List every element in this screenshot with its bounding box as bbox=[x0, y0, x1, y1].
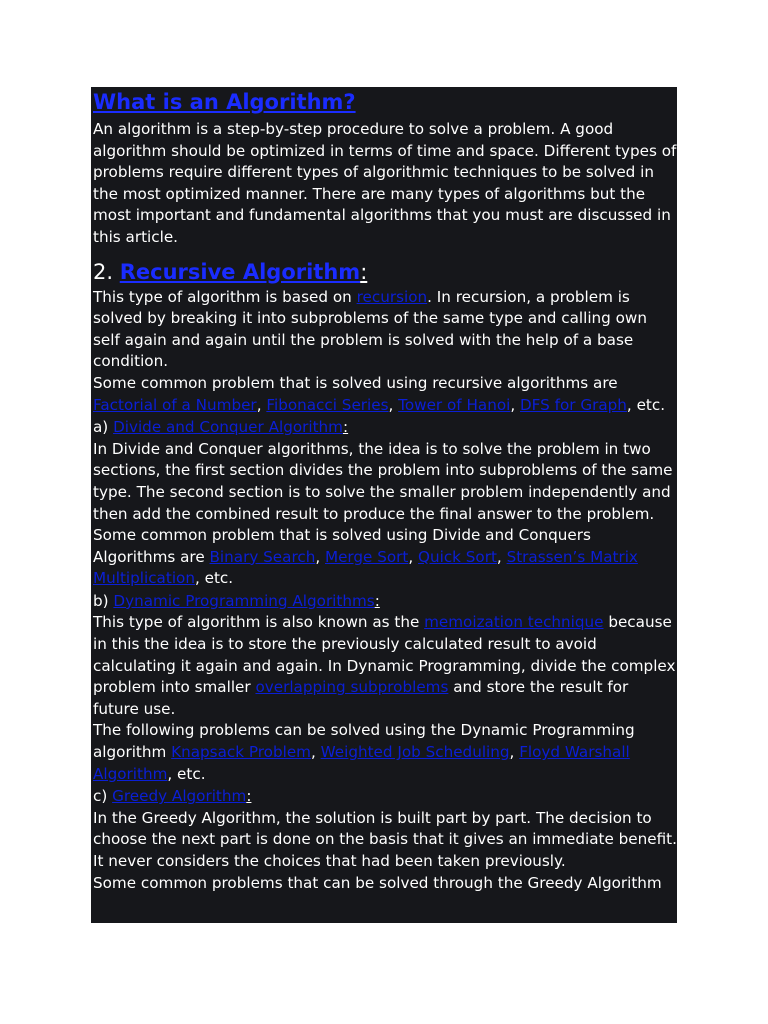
separator: , bbox=[408, 547, 419, 566]
memoization-link[interactable]: memoization technique bbox=[424, 613, 604, 632]
separator: , bbox=[388, 395, 399, 414]
separator: , bbox=[510, 395, 520, 414]
recursive-text-1: This type of algorithm is based on bbox=[93, 287, 357, 306]
greedy-algorithm-link[interactable]: Greedy Algorithm bbox=[112, 787, 247, 806]
quick-sort-link[interactable]: Quick Sort bbox=[418, 547, 497, 566]
subsection-prefix: c) bbox=[93, 787, 113, 806]
recursive-examples-end: , etc. bbox=[626, 395, 666, 414]
subsection-colon: : bbox=[342, 418, 349, 437]
divide-conquer-paragraph: In Divide and Conquer algorithms, the idea is to solve the problem in two sections, the first section divides the problem into subproblems of the same type. The second section is to solve the smaller problem independently and then add the combined result to produce the final answer to the problem. bbox=[93, 439, 673, 523]
separator: , bbox=[256, 395, 267, 414]
recursion-link[interactable]: recursion bbox=[356, 287, 428, 306]
section-colon: : bbox=[360, 259, 368, 284]
divide-and-conquer-link[interactable]: Divide and Conquer Algorithm bbox=[113, 418, 343, 437]
dp-examples-text: The following problems can be solved using the Dynamic Programming algorithm bbox=[93, 721, 635, 762]
divide-conquer-examples-paragraph bbox=[93, 525, 677, 590]
merge-sort-link[interactable]: Merge Sort bbox=[324, 547, 409, 566]
tower-of-hanoi-link[interactable]: Tower of Hanoi bbox=[398, 395, 511, 414]
separator: , bbox=[509, 743, 520, 762]
divide-conquer-examples-text: Some common problem that is solved using Divide and Conquers Algorithms are bbox=[93, 526, 591, 566]
floyd-warshall-link[interactable]: Floyd Warshall Algorithm bbox=[93, 743, 630, 783]
separator: , bbox=[496, 547, 507, 566]
dynamic-programming-examples-paragraph bbox=[93, 720, 677, 785]
dynamic-programming-paragraph bbox=[93, 612, 677, 720]
separator: , bbox=[310, 743, 321, 762]
binary-search-link[interactable]: Binary Search bbox=[209, 547, 316, 566]
greedy-paragraph: In the Greedy Algorithm, the solution is built part by part. The decision to choose the next part is done on the basis that it gives an immediate benefit. It never considers the choices that had been taken previously. bbox=[93, 808, 677, 870]
recursive-text-2: . In recursion, a problem is solved by breaking it into subproblems of the same type and calling own self again and again until the problem is solved with the help of a base condition. bbox=[93, 287, 647, 371]
recursive-algorithm-link[interactable]: Recursive Algorithm bbox=[119, 259, 361, 284]
section-number: 2. bbox=[93, 259, 114, 284]
section-heading-recursive bbox=[93, 259, 677, 285]
recursive-examples-paragraph bbox=[93, 373, 677, 416]
dp-examples-end: , etc. bbox=[167, 764, 206, 783]
dp-text-3: and store the result for future use. bbox=[93, 678, 629, 718]
divide-conquer-examples-end: , etc. bbox=[194, 569, 234, 588]
intro-paragraph: An algorithm is a step-by-step procedure to solve a problem. A good algorithm should be optimized in terms of time and space. Different types of problems require different types of algorithmic techniques to be solved in the most optimized manner. There are many types of algorithms but the most important and fundamental algorithms that you must are discussed in this article. bbox=[93, 120, 677, 246]
subsection-heading-divide-conquer bbox=[93, 417, 677, 439]
greedy-examples-paragraph: Some common problems that can be solved through the Greedy Algorithm bbox=[93, 873, 662, 892]
strassens-matrix-link[interactable]: Strassen’s Matrix Multiplication bbox=[93, 547, 638, 588]
dynamic-programming-link[interactable]: Dynamic Programming Algorithms bbox=[113, 591, 375, 610]
subsection-colon: : bbox=[374, 591, 380, 610]
overlapping-subproblems-link[interactable]: overlapping subproblems bbox=[255, 678, 449, 697]
subsection-colon: : bbox=[246, 787, 252, 806]
separator: , bbox=[315, 547, 325, 566]
weighted-job-scheduling-link[interactable]: Weighted Job Scheduling bbox=[320, 743, 510, 762]
subsection-prefix: b) bbox=[93, 591, 114, 610]
recursive-examples-text: Some common problem that is solved using recursive algorithms are bbox=[93, 373, 618, 392]
dp-text-1: This type of algorithm is also known as the bbox=[93, 613, 425, 632]
dp-text-2: because in this the idea is to store the previously calculated result to avoid calculating it again and again. In Dynamic Programming, divide the complex problem into smaller bbox=[93, 613, 676, 697]
subsection-heading-dynamic-programming bbox=[93, 591, 677, 613]
subsection-prefix: a) bbox=[93, 418, 114, 437]
factorial-link[interactable]: Factorial of a Number bbox=[93, 395, 257, 414]
fibonacci-link[interactable]: Fibonacci Series bbox=[266, 395, 389, 414]
article-title bbox=[93, 89, 677, 115]
knapsack-link[interactable]: Knapsack Problem bbox=[171, 743, 311, 762]
subsection-heading-greedy bbox=[93, 786, 677, 808]
dfs-graph-link[interactable]: DFS for Graph bbox=[519, 395, 627, 414]
recursive-paragraph bbox=[93, 287, 677, 373]
article-title-link[interactable]: What is an Algorithm? bbox=[93, 90, 356, 114]
article-body bbox=[91, 87, 677, 923]
